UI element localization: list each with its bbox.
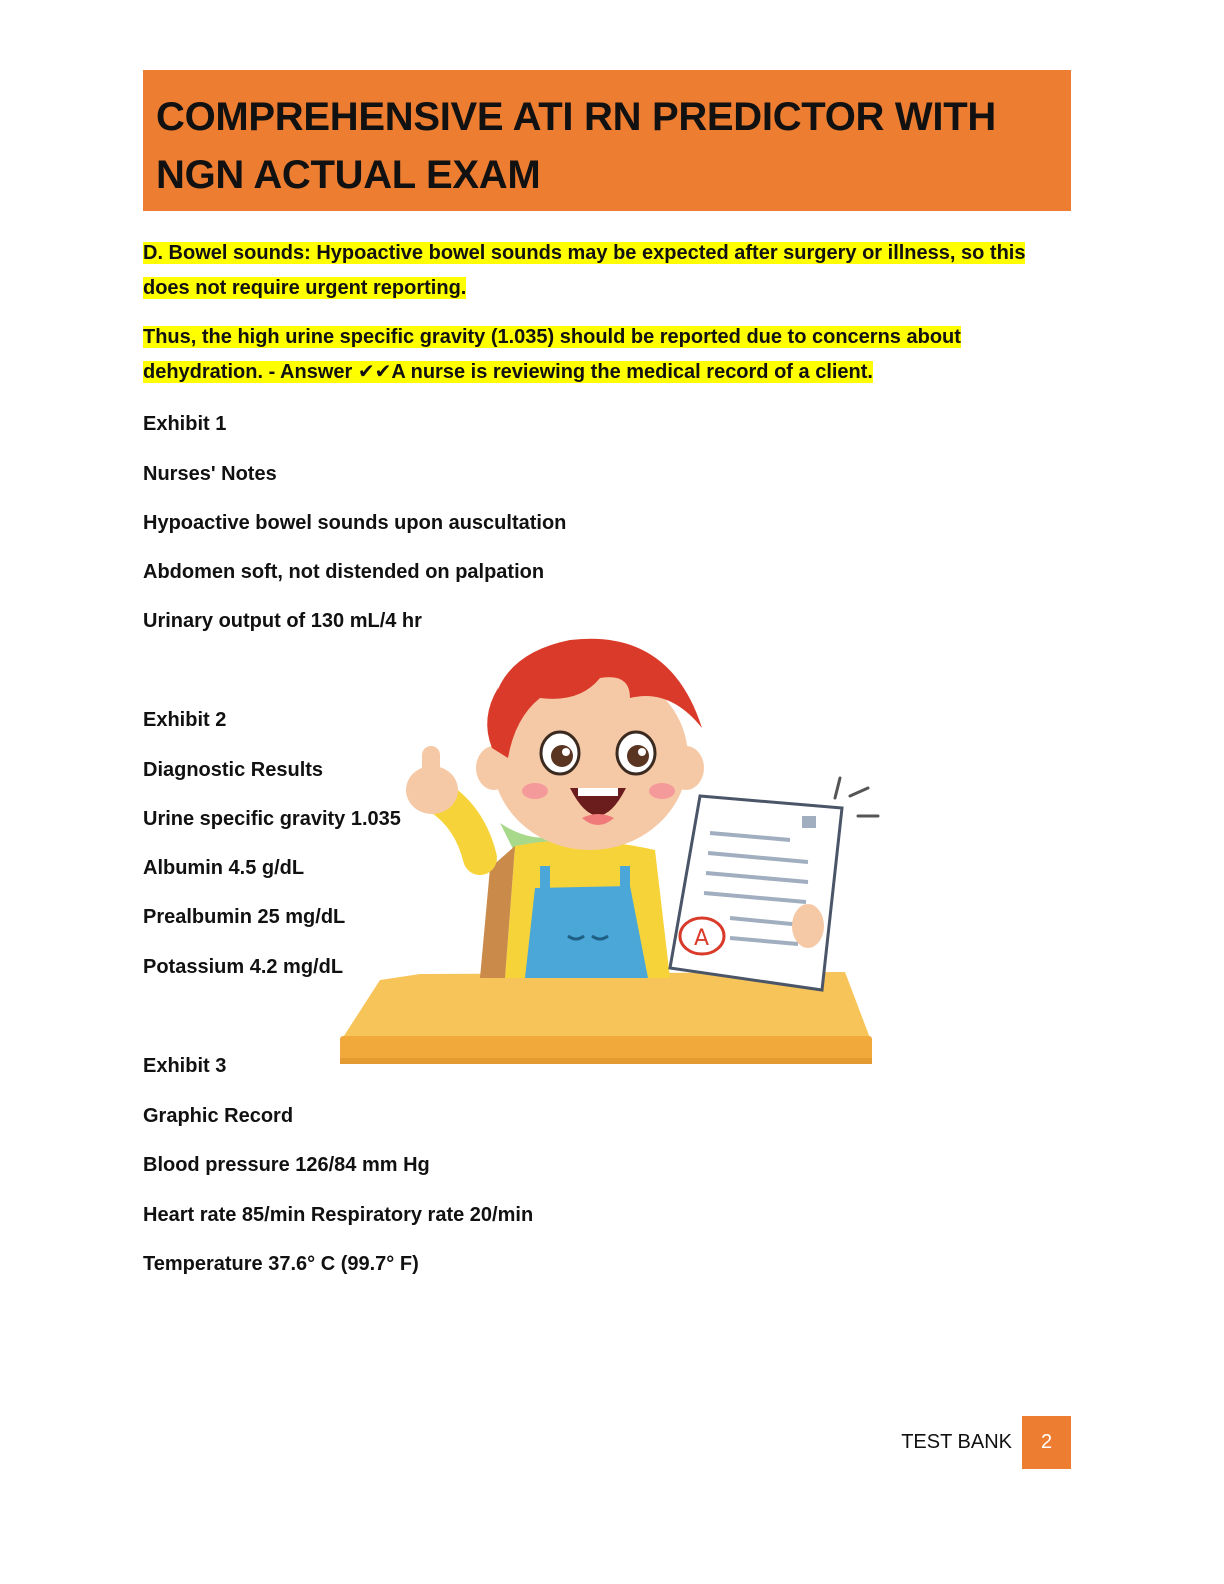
exhibit-1-heading: Exhibit 1 [143,413,227,435]
page-title-line-1: COMPREHENSIVE ATI RN PREDICTOR WITH [156,95,996,139]
student-illustration [330,618,890,1070]
page-title-banner [143,70,1071,211]
exhibit-2-subheading: Diagnostic Results [143,759,324,781]
exhibit-1-line: Hypoactive bowel sounds upon auscultation [143,512,567,534]
exhibit-3-line: Blood pressure 126/84 mm Hg [143,1154,430,1176]
highlighted-paragraph-1 [143,236,1073,306]
exhibit-2-heading: Exhibit 2 [143,709,227,731]
page-number: 2 [1022,1416,1071,1469]
graded-paper [670,796,842,990]
exhibit-2-line: Albumin 4.5 g/dL [143,857,305,879]
exhibit-1-line: Urinary output of 130 mL/4 hr [143,610,422,632]
grade-mark: A [694,926,710,951]
page-title [156,88,1057,204]
exhibit-3-heading: Exhibit 3 [143,1055,227,1077]
exhibit-2-line: Potassium 4.2 mg/dL [143,956,344,978]
footer-label: TEST BANK [901,1431,1012,1453]
highlighted-text: Thus, the high urine specific gravity (1.035) should be reported due to concerns about dehydration. - Answer ✔✔A nurse is reviewing the medical record of a client. [143,326,961,383]
page-title-line-2: NGN ACTUAL EXAM [156,153,541,197]
exhibit-1-line: Abdomen soft, not distended on palpation [143,561,545,583]
exhibit-2-line: Urine specific gravity 1.035 [143,808,401,830]
exhibit-2-line: Prealbumin 25 mg/dL [143,906,346,928]
exhibit-3-line: Temperature 37.6° C (99.7° F) [143,1253,419,1275]
exhibit-3-subheading: Graphic Record [143,1105,294,1127]
highlighted-text: D. Bowel sounds: Hypoactive bowel sounds may be expected after surgery or illness, so this does not require urgent reporting. [143,242,1026,299]
exhibit-1-subheading: Nurses' Notes [143,463,277,485]
exhibit-3-line: Heart rate 85/min Respiratory rate 20/min [143,1204,534,1226]
highlighted-paragraph-2 [143,320,1073,390]
